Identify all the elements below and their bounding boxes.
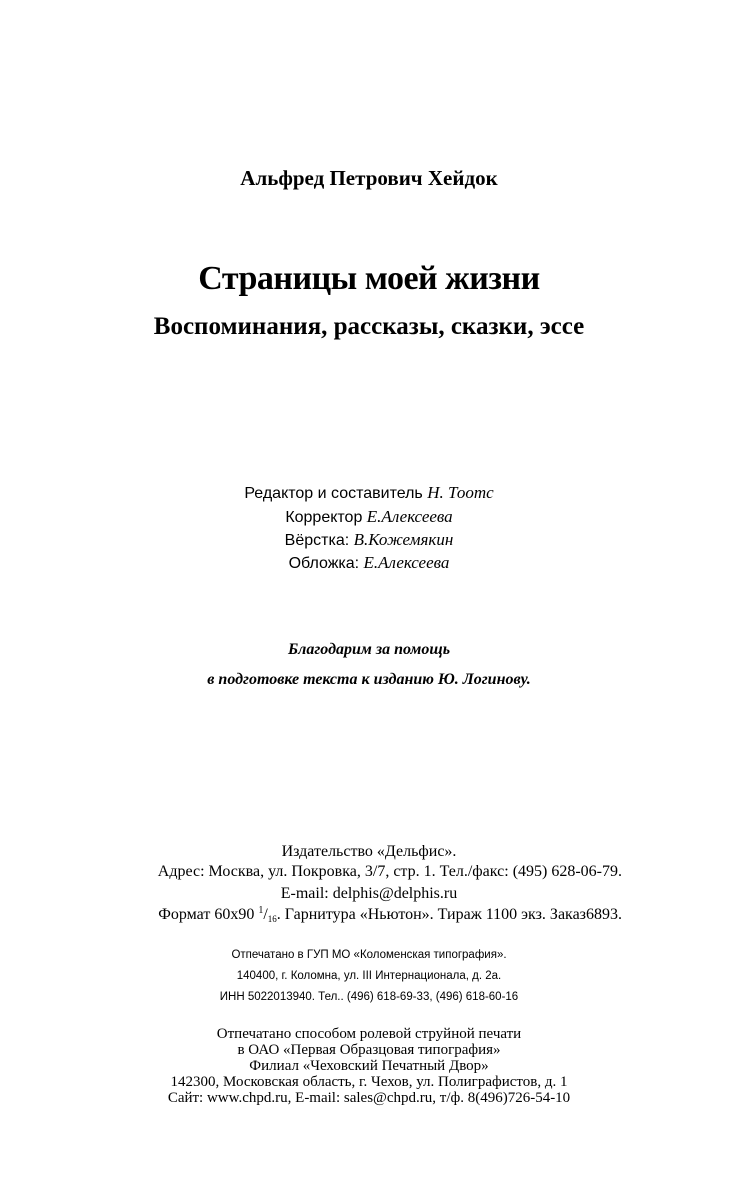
- publisher-address: Адрес: Москва, ул. Покровка, 3/7, стр. 1. Тел./факс: (495) 628-06-79.: [157, 863, 622, 880]
- credit-name: Е.Алексеева: [366, 507, 453, 526]
- printer-2-line-2: в ОАО «Первая Образцовая типография»: [237, 1042, 501, 1058]
- printer-1-line-3: ИНН 5022013940. Тел.. (496) 618-69-33, (496) 618-60-16: [219, 991, 519, 1003]
- credit-layout: [0, 531, 738, 549]
- credit-editor: [0, 484, 738, 502]
- credit-name: В.Кожемякин: [353, 530, 454, 549]
- publisher-name: Издательство «Дельфис».: [281, 843, 457, 860]
- publication-format: [158, 906, 622, 924]
- credit-cover: [0, 554, 738, 572]
- book-subtitle: Воспоминания, рассказы, сказки, эссе: [153, 313, 585, 340]
- printer-1-line-2: 140400, г. Коломна, ул. III Интернационала, д. 2а.: [236, 970, 502, 982]
- acknowledgement-line-2: в подготовке текста к изданию Ю. Логинову.: [207, 671, 531, 688]
- book-title: Страницы моей жизни: [198, 260, 540, 297]
- publisher-email: E-mail: delphis@delphis.ru: [280, 885, 458, 902]
- format-suffix: . Гарнитура «Ньютон». Тираж 1100 экз. Заказ6893.: [276, 906, 622, 923]
- acknowledgement-line-1: Благодарим за помощь: [288, 641, 450, 658]
- printer-1-line-1: Отпечатано в ГУП МО «Коломенская типография».: [231, 949, 507, 961]
- credit-proofreader: [0, 508, 738, 526]
- credit-name: Е.Алексеева: [363, 553, 450, 572]
- credit-name: Н. Тоотс: [427, 483, 494, 502]
- format-slash: /: [263, 906, 268, 923]
- printer-2-line-4: 142300, Московская область, г. Чехов, ул. Полиграфистов, д. 1: [170, 1074, 568, 1090]
- credit-role: Вёрстка:: [284, 532, 354, 549]
- format-denominator: 16: [267, 914, 277, 924]
- printer-2-line-1: Отпечатано способом ролевой струйной печати: [216, 1026, 522, 1042]
- credit-role: Корректор: [285, 509, 367, 526]
- credit-role: Редактор и составитель: [244, 485, 428, 502]
- credit-role: Обложка:: [288, 555, 364, 572]
- printer-2-line-3: Филиал «Чеховский Печатный Двор»: [249, 1058, 489, 1074]
- printer-2-line-5: Сайт: www.chpd.ru, E-mail: sales@chpd.ru, т/ф. 8(496)726-54-10: [167, 1090, 571, 1106]
- format-numerator: 1: [258, 905, 264, 916]
- format-prefix: Формат 60x90: [158, 906, 259, 923]
- author-name: Альфред Петрович Хейдок: [240, 166, 498, 190]
